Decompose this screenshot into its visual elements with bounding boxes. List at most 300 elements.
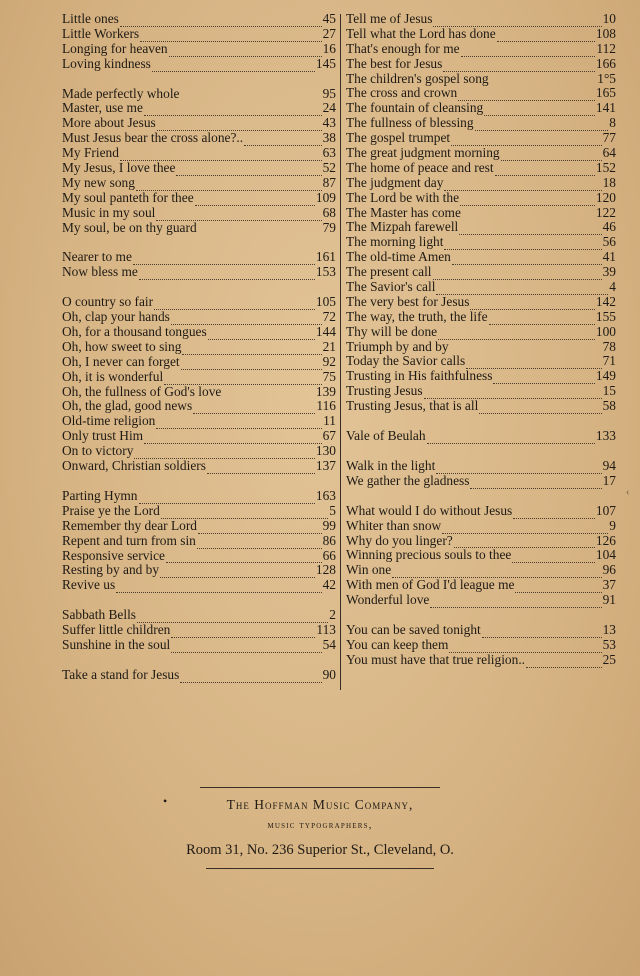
dot-leader bbox=[433, 269, 602, 280]
index-entry bbox=[62, 87, 336, 102]
index-entry bbox=[346, 548, 616, 563]
index-entry bbox=[62, 57, 336, 72]
dot-leader bbox=[450, 344, 602, 355]
index-entry bbox=[62, 265, 336, 280]
page-number: 166 bbox=[595, 56, 616, 71]
hymn-title: Revive us bbox=[62, 578, 116, 593]
page-number: 163 bbox=[315, 488, 336, 503]
index-entry bbox=[346, 399, 616, 414]
page-number: 108 bbox=[595, 26, 616, 41]
dot-leader bbox=[430, 597, 601, 608]
index-entry bbox=[62, 608, 336, 623]
index-entry bbox=[62, 668, 336, 683]
dot-leader bbox=[436, 284, 608, 295]
index-entry bbox=[346, 176, 616, 191]
hymn-title: The children's gospel song bbox=[346, 71, 489, 86]
dot-leader bbox=[501, 150, 602, 161]
page-number: 130 bbox=[315, 444, 336, 459]
hymn-title: Resting by and by bbox=[62, 563, 160, 578]
index-entry bbox=[346, 42, 616, 57]
hymn-title: Today the Savior calls bbox=[346, 354, 466, 369]
dot-leader bbox=[169, 46, 322, 57]
index-gap bbox=[62, 593, 336, 608]
page-number: 126 bbox=[595, 533, 616, 548]
page-number: 66 bbox=[322, 548, 336, 563]
hymn-title: O country so fair bbox=[62, 295, 154, 310]
page-number: 161 bbox=[315, 250, 336, 265]
hymn-title: Winning precious souls to thee bbox=[346, 548, 512, 563]
index-column-right bbox=[346, 12, 616, 668]
hymn-title: Oh, how sweet to sing bbox=[62, 339, 182, 354]
index-entry bbox=[62, 370, 336, 385]
page-number: 79 bbox=[322, 220, 336, 235]
index-entry bbox=[346, 101, 616, 116]
index-entry bbox=[62, 444, 336, 459]
hymn-title: Triumph by and by bbox=[346, 339, 449, 354]
page-number: 15 bbox=[602, 384, 616, 399]
page-number: 112 bbox=[596, 41, 616, 56]
page-number: 64 bbox=[602, 146, 616, 161]
index-gap bbox=[62, 280, 336, 295]
hymn-title: Parting Hymn bbox=[62, 488, 138, 503]
dot-leader bbox=[137, 612, 328, 623]
index-entry bbox=[346, 429, 616, 444]
dot-leader bbox=[164, 374, 321, 385]
index-entry bbox=[346, 72, 616, 87]
page-number: 92 bbox=[322, 354, 336, 369]
page-number: 133 bbox=[595, 429, 616, 444]
dot-leader bbox=[444, 180, 601, 191]
index-entry bbox=[346, 191, 616, 206]
dot-leader bbox=[451, 135, 601, 146]
page-number: 77 bbox=[602, 131, 616, 146]
page-number: 109 bbox=[315, 190, 336, 205]
index-entry bbox=[62, 221, 336, 236]
index-gap bbox=[346, 489, 616, 504]
page-number: 96 bbox=[602, 563, 616, 578]
hymn-title: Tell me of Jesus bbox=[346, 12, 433, 26]
index-entry bbox=[62, 116, 336, 131]
page-number: 78 bbox=[602, 339, 616, 354]
hymn-title: Vale of Beulah bbox=[346, 429, 426, 444]
page-number: 139 bbox=[315, 384, 336, 399]
hymn-title: The Mizpah farewell bbox=[346, 220, 459, 235]
hymn-title: The home of peace and rest bbox=[346, 160, 494, 175]
page-number: 8 bbox=[609, 116, 616, 131]
index-entry bbox=[62, 176, 336, 191]
hymn-title: Oh, the glad, good news bbox=[62, 399, 193, 414]
hymn-title: We gather the gladness bbox=[346, 473, 470, 488]
hymn-title: My Jesus, I love thee bbox=[62, 161, 176, 176]
page-number: 95 bbox=[322, 86, 336, 101]
dot-leader bbox=[427, 433, 595, 444]
page-number: 45 bbox=[322, 12, 336, 26]
page-number: 63 bbox=[322, 146, 336, 161]
index-entry bbox=[346, 325, 616, 340]
hymn-title: The fountain of cleansing bbox=[346, 101, 484, 116]
dot-leader bbox=[193, 403, 315, 414]
dot-leader bbox=[433, 16, 601, 27]
index-entry bbox=[62, 549, 336, 564]
index-entry bbox=[346, 57, 616, 72]
dot-leader bbox=[134, 448, 315, 459]
index-entry bbox=[62, 191, 336, 206]
dot-leader bbox=[479, 403, 601, 414]
hymn-title: Master, use me bbox=[62, 101, 143, 116]
dot-leader bbox=[436, 463, 601, 474]
dot-leader bbox=[140, 31, 321, 42]
hymn-title: Oh, for a thousand tongues bbox=[62, 325, 207, 340]
page-number: 100 bbox=[595, 324, 616, 339]
dot-leader bbox=[133, 254, 315, 265]
index-entry bbox=[62, 623, 336, 638]
index-entry bbox=[62, 12, 336, 27]
dot-leader bbox=[454, 537, 595, 548]
index-entry bbox=[62, 414, 336, 429]
page-number: 42 bbox=[322, 578, 336, 593]
hymn-title: The way, the truth, the life bbox=[346, 309, 488, 324]
hymn-title: Oh, the fullness of God's love bbox=[62, 384, 222, 399]
hymn-title: Old-time religion bbox=[62, 414, 156, 429]
hymn-title: Made perfectly whole bbox=[62, 86, 180, 101]
hymn-title: Why do you linger? bbox=[346, 533, 453, 548]
page-number: 67 bbox=[322, 429, 336, 444]
footer-company: The Hoffman Music Company, bbox=[226, 797, 414, 812]
page-number: 27 bbox=[322, 26, 336, 41]
page-number: 37 bbox=[602, 578, 616, 593]
hymn-title: The Lord be with the bbox=[346, 190, 460, 205]
dot-leader bbox=[489, 314, 595, 325]
index-entry bbox=[62, 295, 336, 310]
dot-leader bbox=[482, 627, 602, 638]
index-entry bbox=[346, 310, 616, 325]
dot-leader bbox=[144, 433, 322, 444]
index-entry bbox=[346, 250, 616, 265]
hymn-title: Trusting in His faithfulness bbox=[346, 369, 493, 384]
page-number: 52 bbox=[322, 161, 336, 176]
index-entry bbox=[62, 42, 336, 57]
index-entry bbox=[62, 250, 336, 265]
dot-leader bbox=[466, 358, 601, 369]
hymn-title: Longing for heaven bbox=[62, 41, 168, 56]
index-entry bbox=[346, 295, 616, 310]
hymn-title: The cross and crown bbox=[346, 86, 458, 101]
hymn-title: The very best for Jesus bbox=[346, 294, 470, 309]
hymn-title: On to victory bbox=[62, 444, 134, 459]
page-number: 11 bbox=[323, 414, 336, 429]
page-number: 5 bbox=[329, 503, 336, 518]
page-number: 25 bbox=[602, 652, 616, 667]
hymn-title: Tell what the Lord has done bbox=[346, 26, 496, 41]
page-number: 113 bbox=[316, 623, 336, 638]
hymn-title: Praise ye the Lord bbox=[62, 503, 160, 518]
dot-leader bbox=[470, 478, 601, 489]
dot-leader bbox=[222, 389, 315, 400]
hymn-title: Oh, it is wonderful bbox=[62, 369, 164, 384]
hymn-title: The fullness of blessing bbox=[346, 116, 474, 131]
index-entry bbox=[346, 519, 616, 534]
hymn-title: Wonderful love bbox=[346, 593, 430, 608]
index-entry bbox=[346, 534, 616, 549]
page-number: 17 bbox=[602, 473, 616, 488]
page-number: 122 bbox=[595, 205, 616, 220]
index-entry bbox=[62, 355, 336, 370]
index-entry bbox=[62, 206, 336, 221]
page-number: 141 bbox=[595, 101, 616, 116]
index-entry bbox=[346, 116, 616, 131]
index-gap bbox=[62, 474, 336, 489]
page-number: 107 bbox=[595, 503, 616, 518]
index-gap bbox=[346, 608, 616, 623]
hymn-title: What would I do without Jesus bbox=[346, 503, 513, 518]
hymn-title: Sabbath Bells bbox=[62, 608, 137, 623]
dot-leader bbox=[513, 508, 595, 519]
page-number: 53 bbox=[602, 637, 616, 652]
dot-leader bbox=[449, 642, 601, 653]
page-number: 99 bbox=[322, 518, 336, 533]
index-entry bbox=[346, 265, 616, 280]
hymn-title: Remember thy dear Lord bbox=[62, 518, 197, 533]
hymn-title: Oh, clap your hands bbox=[62, 310, 170, 325]
hymn-title: Responsive service bbox=[62, 548, 166, 563]
dot-leader bbox=[442, 523, 608, 534]
index-entry bbox=[62, 563, 336, 578]
hymn-title: The old-time Amen bbox=[346, 250, 451, 265]
hymn-title: The morning light bbox=[346, 235, 444, 250]
page-number: 21 bbox=[322, 339, 336, 354]
page-number: 75 bbox=[322, 369, 336, 384]
dot-leader bbox=[161, 508, 329, 519]
index-entry bbox=[62, 578, 336, 593]
footer-rule-bottom bbox=[206, 868, 434, 869]
hymn-title: Must Jesus bear the cross alone?.. bbox=[62, 131, 244, 146]
index-entry bbox=[346, 354, 616, 369]
dot-leader bbox=[493, 373, 594, 384]
index-entry bbox=[346, 86, 616, 101]
index-entry bbox=[346, 653, 616, 668]
dot-leader bbox=[157, 120, 322, 131]
hymn-title: Little ones bbox=[62, 12, 119, 26]
dot-leader bbox=[181, 359, 322, 370]
index-entry bbox=[62, 519, 336, 534]
index-gap bbox=[346, 414, 616, 429]
page-number: 87 bbox=[322, 175, 336, 190]
dot-leader bbox=[182, 344, 321, 355]
index-entry bbox=[346, 340, 616, 355]
index-entry bbox=[62, 131, 336, 146]
footer-rule-top bbox=[200, 787, 440, 788]
page-number: 165 bbox=[595, 86, 616, 101]
dot-leader bbox=[171, 314, 322, 325]
dot-leader bbox=[484, 105, 595, 116]
dot-leader bbox=[160, 567, 315, 578]
page-number: 24 bbox=[322, 101, 336, 116]
page-number: 43 bbox=[322, 116, 336, 131]
hymn-title: My soul panteth for thee bbox=[62, 190, 194, 205]
page-number: 13 bbox=[602, 622, 616, 637]
dot-leader bbox=[444, 239, 601, 250]
dot-leader bbox=[139, 269, 315, 280]
page-number: 46 bbox=[602, 220, 616, 235]
hymn-title: Take a stand for Jesus bbox=[62, 667, 180, 682]
page-number: 105 bbox=[315, 295, 336, 310]
hymn-title: The best for Jesus bbox=[346, 56, 443, 71]
hymn-title: Sunshine in the soul bbox=[62, 637, 171, 652]
page-number: 1°5 bbox=[597, 71, 616, 86]
hymn-title: Walk in the light bbox=[346, 458, 436, 473]
index-entry bbox=[62, 429, 336, 444]
dot-leader bbox=[195, 195, 315, 206]
index-entry bbox=[346, 146, 616, 161]
hymn-title: Suffer little children bbox=[62, 623, 171, 638]
dot-leader bbox=[208, 329, 315, 340]
hymn-title: Oh, I never can forget bbox=[62, 354, 180, 369]
index-entry bbox=[62, 310, 336, 325]
dot-leader bbox=[244, 135, 322, 146]
page-number: 71 bbox=[602, 354, 616, 369]
index-column-left bbox=[62, 12, 336, 683]
footer-role: music typographers, bbox=[267, 820, 373, 831]
page-number: 38 bbox=[322, 131, 336, 146]
dot-leader bbox=[443, 61, 595, 72]
dot-leader bbox=[462, 210, 595, 221]
index-entry bbox=[346, 504, 616, 519]
dot-leader bbox=[475, 120, 609, 131]
page-number: 41 bbox=[602, 250, 616, 265]
hymn-title: My new song bbox=[62, 175, 135, 190]
hymn-title: Win one bbox=[346, 563, 392, 578]
index-entry bbox=[346, 27, 616, 42]
page-number: 153 bbox=[315, 265, 336, 280]
index-gap bbox=[62, 235, 336, 250]
page-number: 91 bbox=[602, 593, 616, 608]
dot-leader bbox=[424, 388, 602, 399]
page-number: 16 bbox=[322, 41, 336, 56]
page-number: 18 bbox=[602, 175, 616, 190]
index-entry bbox=[346, 280, 616, 295]
index-entry bbox=[62, 489, 336, 504]
hymn-title: More about Jesus bbox=[62, 116, 156, 131]
index-entry bbox=[62, 101, 336, 116]
footer-bullet: • bbox=[163, 794, 168, 808]
dot-leader bbox=[120, 16, 322, 27]
hymn-title: Whiter than snow bbox=[346, 518, 442, 533]
hymn-title: You can be saved tonight bbox=[346, 622, 481, 637]
dot-leader bbox=[490, 76, 597, 87]
index-entry bbox=[346, 474, 616, 489]
dot-leader bbox=[461, 46, 596, 57]
page-number: 128 bbox=[315, 563, 336, 578]
index-entry bbox=[346, 384, 616, 399]
dot-leader bbox=[526, 657, 602, 668]
page-number: 58 bbox=[602, 399, 616, 414]
page-number: 72 bbox=[322, 310, 336, 325]
index-entry bbox=[346, 563, 616, 578]
dot-leader bbox=[198, 225, 322, 236]
dot-leader bbox=[116, 582, 321, 593]
dot-leader bbox=[156, 210, 321, 221]
dot-leader bbox=[392, 567, 601, 578]
hymn-title: You must have that true religion.. bbox=[346, 652, 526, 667]
page-number: 56 bbox=[602, 235, 616, 250]
page-number: 142 bbox=[595, 294, 616, 309]
hymn-title: Trusting Jesus bbox=[346, 384, 423, 399]
dot-leader bbox=[460, 195, 595, 206]
index-entry bbox=[346, 369, 616, 384]
dot-leader bbox=[176, 165, 321, 176]
index-entry bbox=[62, 146, 336, 161]
page-number: 9 bbox=[609, 518, 616, 533]
dot-leader bbox=[144, 105, 322, 116]
page-number: 144 bbox=[315, 325, 336, 340]
dot-leader bbox=[139, 493, 315, 504]
hymn-title: The gospel trumpet bbox=[346, 131, 451, 146]
hymn-title: The present call bbox=[346, 265, 432, 280]
index-entry bbox=[346, 578, 616, 593]
dot-leader bbox=[152, 61, 315, 72]
dot-leader bbox=[156, 418, 322, 429]
index-entry bbox=[62, 534, 336, 549]
index-entry bbox=[346, 235, 616, 250]
margin-mark: ‹ bbox=[626, 487, 630, 498]
page-number: 54 bbox=[322, 637, 336, 652]
hymn-title: The Savior's call bbox=[346, 280, 436, 295]
hymn-title: My soul, be on thy guard bbox=[62, 220, 197, 235]
index-gap bbox=[62, 653, 336, 668]
index-entry bbox=[346, 131, 616, 146]
page-number: 145 bbox=[315, 56, 336, 71]
hymn-title: The Master has come bbox=[346, 205, 461, 220]
hymn-title: Repent and turn from sin bbox=[62, 533, 196, 548]
dot-leader bbox=[180, 672, 321, 683]
page-number: 120 bbox=[595, 190, 616, 205]
index-entry bbox=[346, 638, 616, 653]
hymn-title: Onward, Christian soldiers bbox=[62, 459, 206, 474]
dot-leader bbox=[171, 627, 315, 638]
dot-leader bbox=[497, 31, 595, 42]
footer-address: Room 31, No. 236 Superior St., Cleveland, O. bbox=[186, 842, 454, 858]
page-number: 104 bbox=[595, 548, 616, 563]
dot-leader bbox=[136, 180, 322, 191]
index-entry bbox=[62, 638, 336, 653]
index-gap bbox=[62, 72, 336, 87]
page-number: 39 bbox=[602, 265, 616, 280]
index-entry bbox=[62, 27, 336, 42]
index-entry bbox=[62, 385, 336, 400]
dot-leader bbox=[458, 90, 595, 101]
index-entry bbox=[62, 459, 336, 474]
dot-leader bbox=[438, 329, 595, 340]
dot-leader bbox=[197, 538, 322, 549]
hymn-title: Music in my soul bbox=[62, 205, 156, 220]
index-entry bbox=[346, 220, 616, 235]
hymn-title: Now bless me bbox=[62, 265, 138, 280]
index-entry bbox=[62, 399, 336, 414]
index-entry bbox=[346, 623, 616, 638]
column-divider bbox=[340, 14, 341, 690]
hymn-title: The judgment day bbox=[346, 175, 444, 190]
dot-leader bbox=[171, 642, 321, 653]
index-entry bbox=[346, 459, 616, 474]
hymn-title: That's enough for me bbox=[346, 41, 460, 56]
page-number: 10 bbox=[602, 12, 616, 26]
hymn-title: Loving kindness bbox=[62, 56, 151, 71]
page-number: 137 bbox=[315, 459, 336, 474]
hymn-title: Only trust Him bbox=[62, 429, 144, 444]
page-number: 116 bbox=[316, 399, 336, 414]
page-number: 94 bbox=[602, 458, 616, 473]
index-entry bbox=[346, 593, 616, 608]
